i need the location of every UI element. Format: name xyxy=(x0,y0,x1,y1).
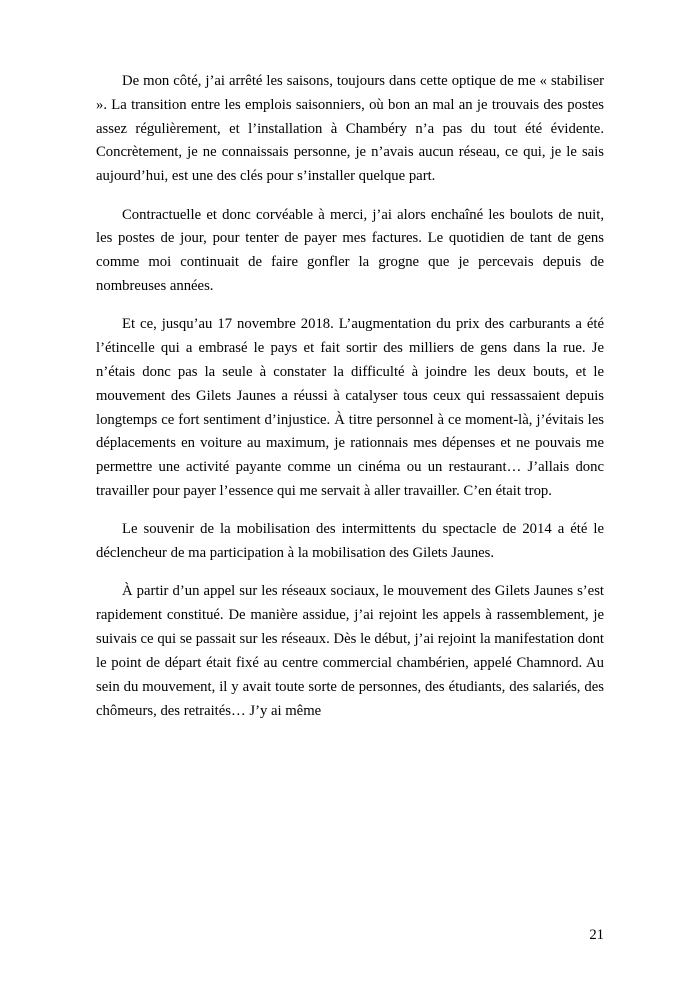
paragraph: Le souvenir de la mobilisation des intermittents du spectacle de 2014 a été le déclencheur de ma participation à la mobilisation des Gilets Jaunes. xyxy=(96,521,604,562)
paragraph: Contractuelle et donc corvéable à merci, j’ai alors enchaîné les boulots de nuit, les postes de jour, pour tenter de payer mes factures. Le quotidien de tant de gens comme moi continuait de faire gonfler la grogne que je percevais depuis de nombreuses années. xyxy=(96,206,604,294)
paragraph: De mon côté, j’ai arrêté les saisons, toujours dans cette optique de me « stabiliser ». La transition entre les emplois saisonniers, où bon an mal an je trouvais des postes assez régulièrement, et l’installation à Chambéry n’a pas du tout été évidente. Concrètement, je ne connaissais personne, je n’avais aucun réseau, ce qui, je le sais aujourd’hui, est une des clés pour s’installer quelque part. xyxy=(96,73,604,185)
page-body xyxy=(96,70,604,723)
paragraph: Et ce, jusqu’au 17 novembre 2018. L’augmentation du prix des carburants a été l’étincelle qui a embrasé le pays et fait sortir des milliers de gens dans la rue. Je n’étais donc pas la seule à constater la difficulté à joindre les deux bouts, et le mouvement des Gilets Jaunes a réussi à catalyser tous ceux qui ressassaient depuis longtemps ce fort sentiment d’injustice. À titre personnel à ce moment-là, j’évitais les déplacements en voiture au maximum, je rationnais mes dépenses et ne pouvais me permettre une activité payante comme un cinéma ou un restaurant… J’allais donc travailler pour payer l’essence qui me servait à aller travailler. C’en était trop. xyxy=(96,316,604,499)
paragraph: À partir d’un appel sur les réseaux sociaux, le mouvement des Gilets Jaunes s’est rapidement constitué. De manière assidue, j’ai rejoint les appels à rassemblement, je suivais ce qui se passait sur les réseaux. Dès le début, j’ai rejoint la manifestation dont le point de départ était fixé au centre commercial chambérien, appelé Chamnord. Au sein du mouvement, il y avait toute sorte de personnes, des étudiants, des salariés, des chômeurs, des retraités… J’y ai même xyxy=(96,583,604,719)
page-number: 21 xyxy=(589,927,604,943)
